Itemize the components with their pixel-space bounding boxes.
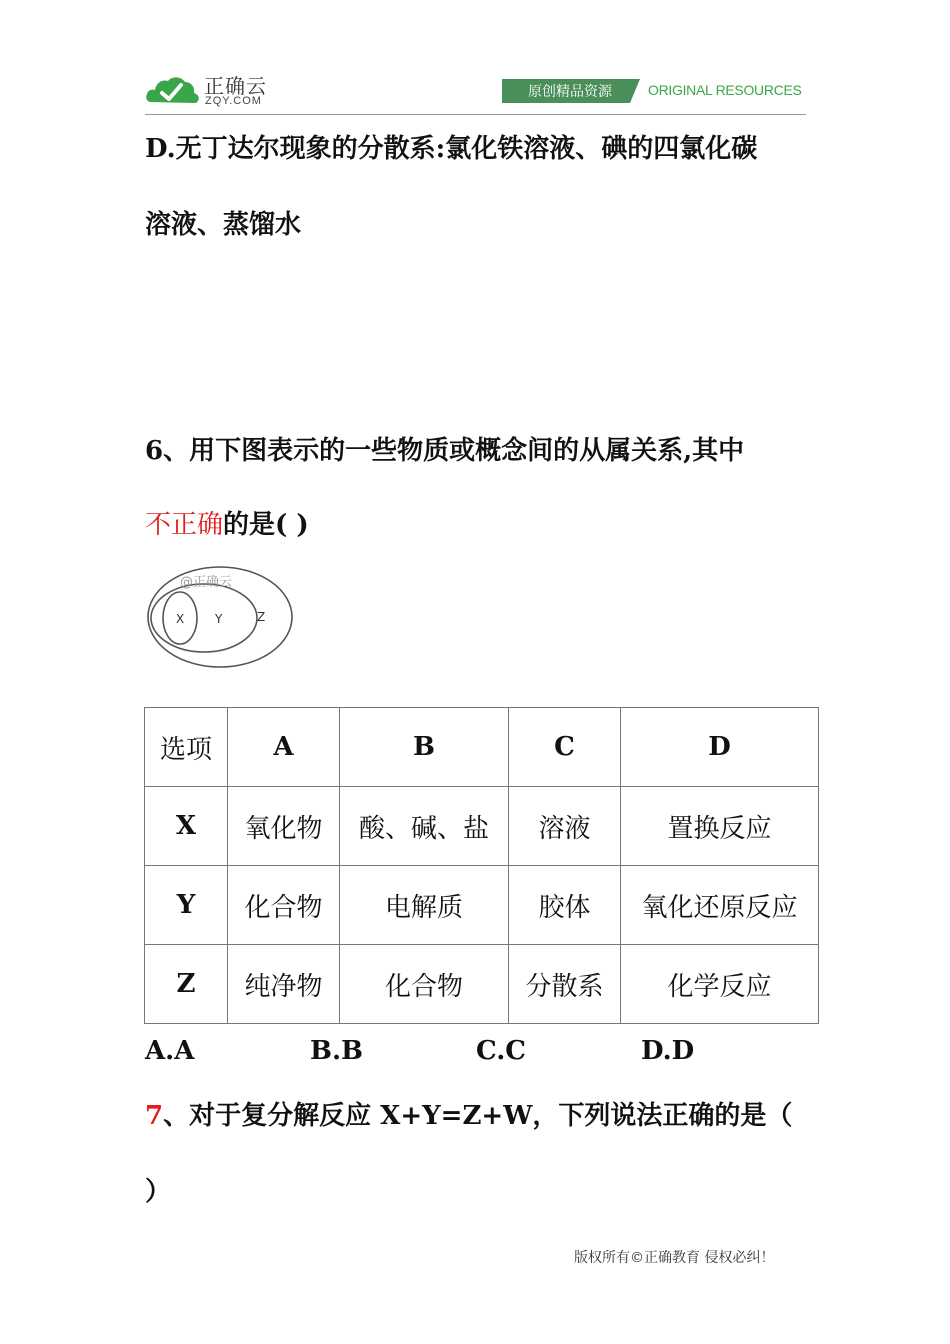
- table-cell: 化合物: [228, 866, 340, 945]
- q5-option-d-line1: D.无丁达尔现象的分散系:氯化铁溶液、碘的四氯化碳: [145, 134, 758, 164]
- table-cell: 酸、碱、盐: [340, 787, 509, 866]
- table-cell: Z: [145, 945, 228, 1024]
- venn-label-x: X: [176, 612, 185, 626]
- options-table: [144, 707, 819, 1024]
- table-header-cell: A: [228, 708, 340, 787]
- table-header-cell: 选项: [145, 708, 228, 787]
- header-divider: [145, 114, 806, 115]
- table-row: [145, 787, 819, 866]
- table-header-row: [145, 708, 819, 787]
- table-cell: Y: [145, 866, 228, 945]
- table-header-cell: C: [509, 708, 621, 787]
- table-cell: 氧化物: [228, 787, 340, 866]
- q5-option-d-line2: 溶液、蒸馏水: [145, 210, 302, 240]
- table-cell: X: [145, 787, 228, 866]
- q6-stem-line1: 6、用下图表示的一些物质或概念间的从属关系,其中: [145, 436, 745, 466]
- venn-watermark: @正确云: [180, 575, 233, 590]
- table-cell: 化学反应: [621, 945, 819, 1024]
- badge-label: 原创精品资源: [528, 84, 612, 100]
- table-row: [145, 866, 819, 945]
- table-cell: 置换反应: [621, 787, 819, 866]
- table-header-cell: D: [621, 708, 819, 787]
- table-cell: 化合物: [340, 945, 509, 1024]
- choice-a[interactable]: A.A: [145, 1036, 195, 1066]
- not-correct-emphasis: 不正确: [145, 510, 224, 540]
- venn-label-z: Z: [257, 610, 266, 624]
- q7-stem-line1: [145, 1100, 792, 1132]
- q6-stem-tail: 的是( ): [223, 510, 309, 540]
- q7-number: 7: [145, 1101, 164, 1131]
- q7-stem-line2: ）: [145, 1177, 172, 1207]
- table-cell: 溶液: [509, 787, 621, 866]
- choice-d[interactable]: D.D: [641, 1036, 695, 1066]
- logo-text: 正确云: [204, 74, 267, 98]
- choice-b[interactable]: B.B: [310, 1036, 364, 1066]
- original-resources-label: ORIGINAL RESOURCES: [648, 82, 802, 98]
- table-cell: 氧化还原反应: [621, 866, 819, 945]
- y-ellipse: [151, 584, 257, 652]
- table-row: [145, 945, 819, 1024]
- copyright-footer: 版权所有©正确教育 侵权必纠！: [574, 1250, 775, 1266]
- choice-c[interactable]: C.C: [476, 1036, 526, 1066]
- venn-diagram: [140, 565, 300, 673]
- table-cell: 纯净物: [228, 945, 340, 1024]
- table-cell: 胶体: [509, 866, 621, 945]
- venn-label-y: Y: [215, 612, 223, 626]
- table-header-cell: B: [340, 708, 509, 787]
- logo-subtext: ZQY.COM: [205, 95, 262, 107]
- q6-stem-line2: [145, 509, 309, 541]
- table-cell: 电解质: [340, 866, 509, 945]
- q7-stem-text: 、对于复分解反应 X+Y=Z+W，下列说法正确的是（: [163, 1101, 793, 1131]
- table-cell: 分散系: [509, 945, 621, 1024]
